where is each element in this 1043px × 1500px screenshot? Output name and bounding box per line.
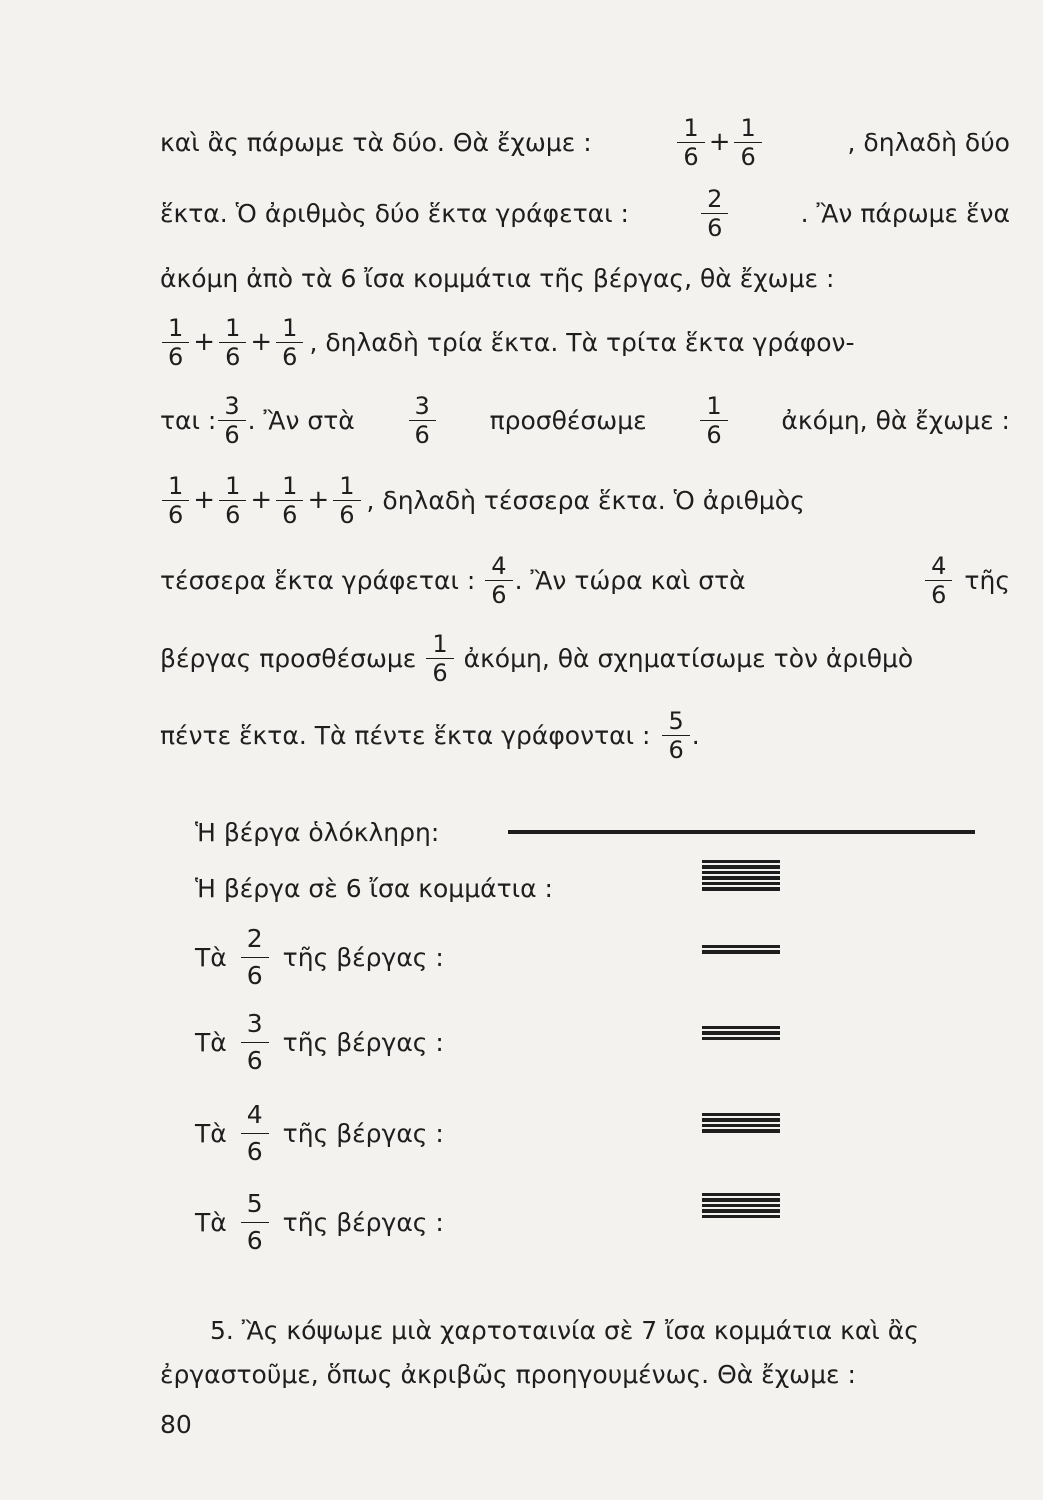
stick-piece [702, 945, 780, 948]
stick-piece [702, 1026, 780, 1029]
row-two-sixths [195, 912, 444, 1002]
text: πέντε ἕκτα. Τὰ πέντε ἕκτα γράφονται : [160, 720, 651, 750]
fraction: $\frac{3}{6}$ [241, 1006, 269, 1079]
stick-piece [702, 950, 780, 953]
whole-stick-bar [508, 830, 975, 834]
fraction: $\frac{4}{6}$ [925, 552, 952, 609]
fraction: $\frac{1}{6}$ [162, 472, 189, 529]
fraction: $\frac{5}{6}$ [662, 707, 689, 764]
stick-piece [702, 1209, 780, 1212]
text-line-6 [160, 470, 1010, 530]
stick-piece [702, 1118, 780, 1121]
text: τῆς βέργας : [282, 942, 444, 972]
two-pieces-stack [702, 945, 780, 956]
stick-piece [702, 1215, 780, 1218]
plus-sign: + [250, 485, 273, 515]
text: , δηλαδὴ δύο [847, 127, 1010, 157]
text: Ἡ βέργα ὁλόκληρη: [195, 817, 440, 847]
text: Τὰ [195, 1027, 227, 1057]
text: καὶ ἂς πάρωμε τὰ δύο. Θὰ ἔχωμε : [160, 127, 592, 157]
text-line-5 [160, 390, 1010, 450]
text: . Ἂν πάρωμε ἕνα [800, 198, 1010, 228]
fraction: $\frac{2}{6}$ [701, 185, 728, 242]
text: τῆς [964, 565, 1010, 595]
text: Τὰ [195, 1207, 227, 1237]
text: ἐργαστοῦμε, ὅπως ἀκριβῶς προηγουμένως. Θὰ ἔχωμε : [160, 1359, 856, 1389]
stick-piece [702, 1129, 780, 1132]
plus-sign: + [193, 327, 216, 357]
fraction: $\frac{1}{6}$ [333, 472, 360, 529]
stick-piece [702, 882, 780, 885]
fraction: $\frac{1}{6}$ [700, 392, 727, 449]
text-line-4 [160, 312, 1010, 372]
text: τέσσερα ἕκτα γράφεται : [160, 565, 476, 595]
fraction: $\frac{4}{6}$ [485, 552, 512, 609]
fraction: $\frac{5}{6}$ [241, 1186, 269, 1259]
plus-sign: + [250, 327, 273, 357]
text: βέργας προσθέσωμε [160, 643, 417, 673]
text-line-3 [160, 248, 1010, 308]
three-pieces-stack [702, 1026, 780, 1042]
stick-piece [702, 1031, 780, 1034]
text-line-2 [160, 183, 1010, 243]
text: 5. Ἂς κόψωμε μιὰ χαρτοταινία σὲ 7 ἴσα κομμάτια καὶ ἂς [210, 1315, 919, 1345]
text: ἀκόμη, θὰ σχηματίσωμε τὸν ἀριθμὸ [463, 643, 914, 673]
fraction: $\frac{2}{6}$ [241, 921, 269, 994]
stick-piece [702, 865, 780, 868]
plus-sign: + [708, 127, 731, 157]
stick-piece [702, 860, 780, 863]
row-three-sixths [195, 997, 444, 1087]
fraction: $\frac{3}{6}$ [218, 392, 245, 449]
text: ἀκόμη, θὰ ἔχωμε : [781, 405, 1010, 435]
fraction: $\frac{1}{6}$ [426, 630, 453, 687]
fraction: $\frac{1}{6}$ [162, 314, 189, 371]
text: ἀκόμη ἀπὸ τὰ 6 ἴσα κομμάτια τῆς βέργας, θὰ ἔχωμε : [160, 263, 835, 293]
text: Ἡ βέργα σὲ 6 ἴσα κομμάτια : [195, 873, 553, 903]
text-line-7 [160, 550, 1010, 610]
text: ται : [160, 405, 217, 435]
fraction: $\frac{1}{6}$ [734, 114, 761, 171]
text-line-9 [160, 705, 1010, 765]
fraction: $\frac{4}{6}$ [241, 1097, 269, 1170]
six-pieces-stack [702, 860, 780, 893]
row-five-sixths [195, 1177, 444, 1267]
row-four-sixths [195, 1088, 444, 1178]
text: τῆς βέργας : [282, 1027, 444, 1057]
text: Τὰ [195, 1118, 227, 1148]
five-pieces-stack [702, 1193, 780, 1220]
stick-piece [702, 1124, 780, 1127]
text: , δηλαδὴ τέσσερα ἕκτα. Ὁ ἀριθμὸς [366, 485, 805, 515]
stick-piece [702, 1204, 780, 1207]
fraction: $\frac{1}{6}$ [276, 314, 303, 371]
page-number: 80 [160, 1410, 192, 1439]
fraction: $\frac{1}{6}$ [276, 472, 303, 529]
text: προσθέσωμε [489, 405, 647, 435]
stick-piece [702, 887, 780, 890]
plus-sign: + [193, 485, 216, 515]
stick-piece [702, 1113, 780, 1116]
stick-piece [702, 1198, 780, 1201]
text: τῆς βέργας : [282, 1118, 444, 1148]
text: ἕκτα. Ὁ ἀριθμὸς δύο ἕκτα γράφεται : [160, 198, 629, 228]
stick-piece [702, 871, 780, 874]
plus-sign: + [307, 485, 330, 515]
exercise-line-2 [160, 1344, 1010, 1404]
text: . Ἂν στὰ [247, 405, 355, 435]
fraction: $\frac{1}{6}$ [219, 472, 246, 529]
fraction: $\frac{3}{6}$ [409, 392, 436, 449]
text: . Ἂν τώρα καὶ στὰ [514, 565, 746, 595]
stick-piece [702, 1193, 780, 1196]
four-pieces-stack [702, 1113, 780, 1135]
text: , δηλαδὴ τρία ἕκτα. Τὰ τρίτα ἕκτα γράφον- [309, 327, 855, 357]
text-line-8 [160, 628, 1010, 688]
text-line-1 [160, 112, 1010, 172]
fraction: $\frac{1}{6}$ [219, 314, 246, 371]
text: Τὰ [195, 942, 227, 972]
text: τῆς βέργας : [282, 1207, 444, 1237]
text: . [691, 720, 700, 750]
stick-piece [702, 876, 780, 879]
stick-piece [702, 1037, 780, 1040]
fraction: $\frac{1}{6}$ [677, 114, 704, 171]
